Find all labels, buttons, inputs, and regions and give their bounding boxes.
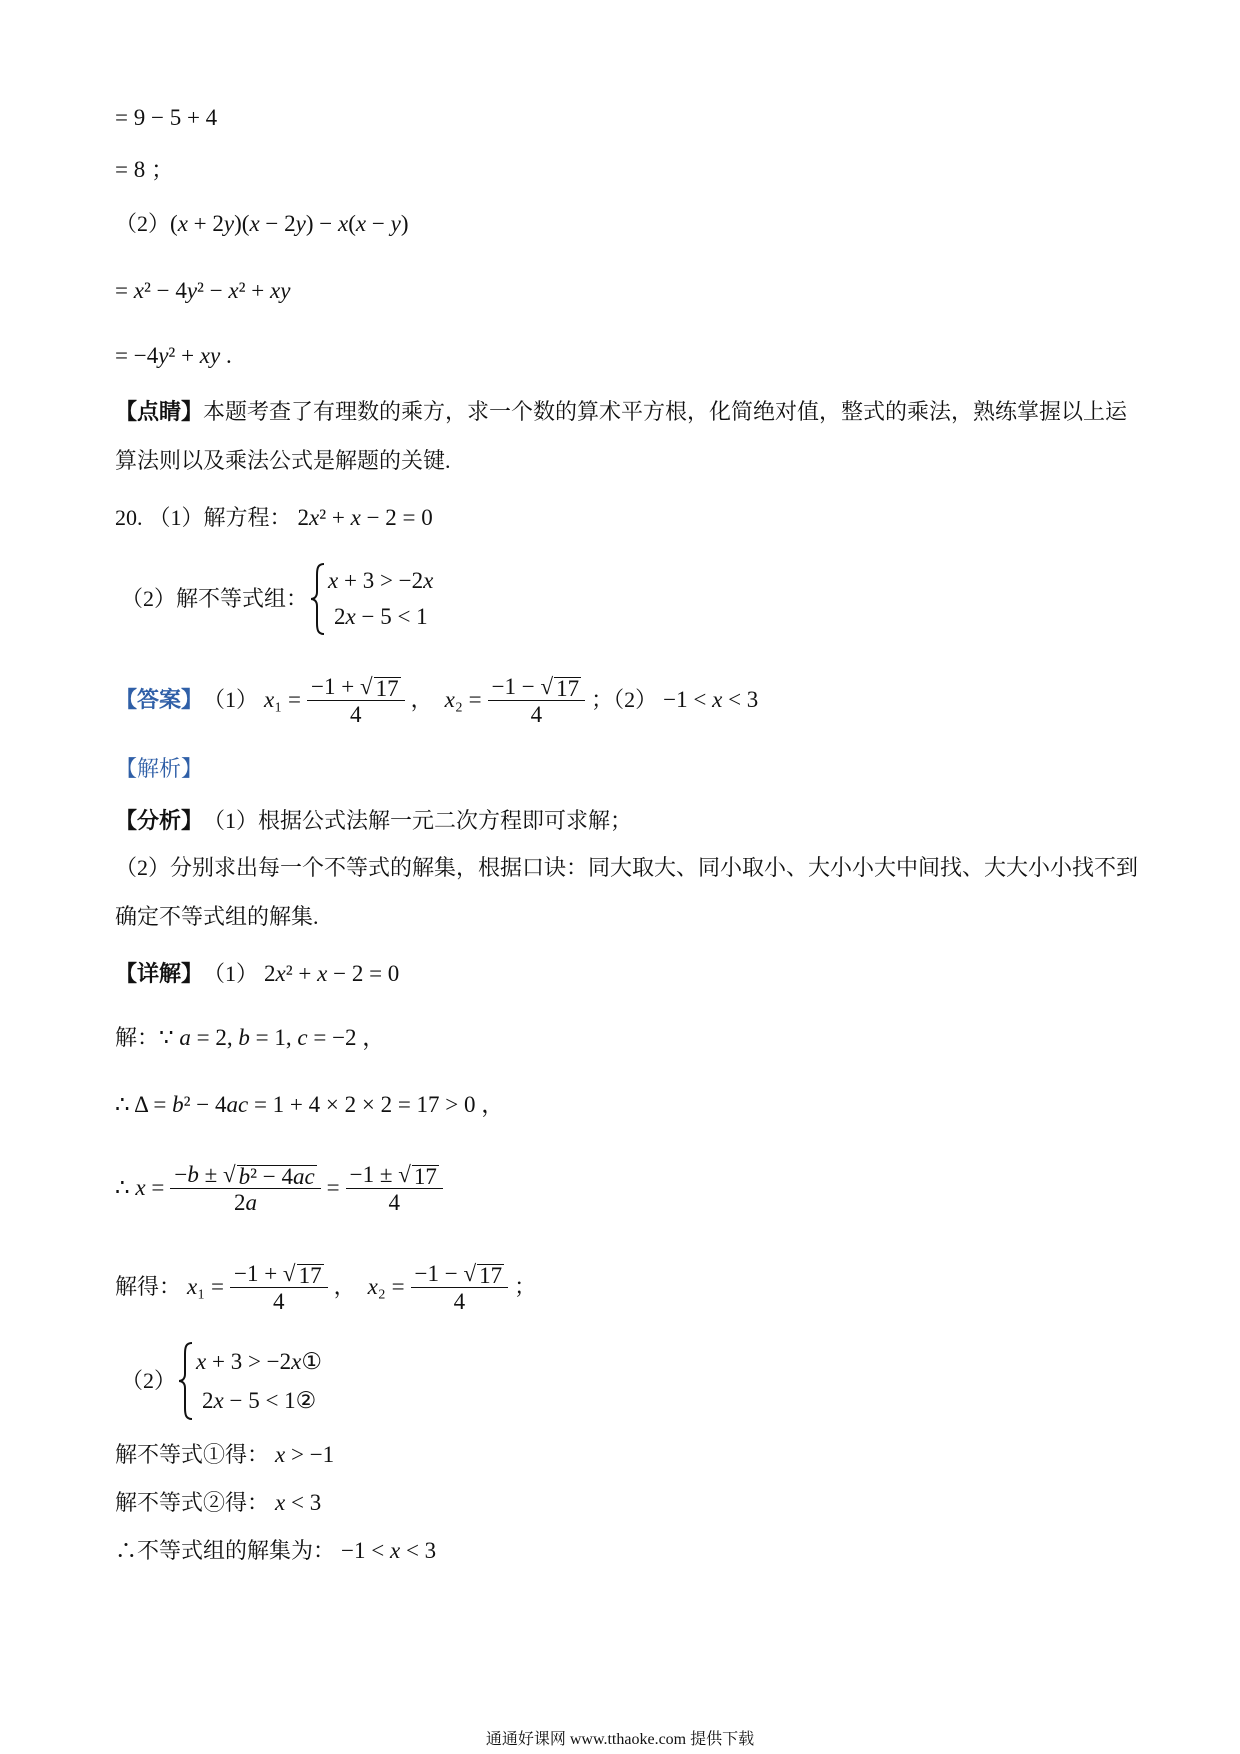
analysis-header-line bbox=[115, 754, 203, 784]
calc-step-2: = 8 ； bbox=[115, 157, 174, 182]
detail-x1-denominator: 4 bbox=[273, 1288, 285, 1314]
detail-ineq1-result: x > −1 bbox=[275, 1442, 335, 1467]
detail-formula-line bbox=[115, 1160, 449, 1216]
detail-x1-radicand: 17 bbox=[298, 1262, 322, 1288]
detail-ineq2-prefix: 解不等式②得： bbox=[115, 1490, 270, 1515]
detail-x1-lhs: x₁ = bbox=[187, 1274, 224, 1299]
detail-ineq1-prefix: 解不等式①得： bbox=[115, 1442, 270, 1467]
calc-step-1: = 9 − 5 + 4 bbox=[115, 105, 218, 130]
detail-roots-line bbox=[115, 1259, 536, 1315]
answer-part1-label: （1） bbox=[203, 687, 259, 712]
left-brace-icon bbox=[310, 563, 324, 635]
question-part2-prompt: （2）解不等式组： bbox=[121, 586, 309, 611]
detail-x2-radicand: 17 bbox=[479, 1262, 503, 1288]
detail-coef-prefix: 解： bbox=[115, 1025, 160, 1050]
quadratic-formula-fraction bbox=[170, 1161, 320, 1216]
part2-step-line-2 bbox=[115, 341, 232, 371]
answer-x2-numerator-prefix: −1 − √ bbox=[491, 673, 554, 699]
answer-x2-denominator: 4 bbox=[530, 701, 543, 727]
detail-x1-numerator bbox=[230, 1260, 328, 1288]
answer-part2-result: −1 < x < 3 bbox=[663, 687, 759, 712]
detail-coefficients-line bbox=[115, 1023, 385, 1053]
quadratic-formula-denominator: 2a bbox=[234, 1189, 257, 1215]
detail-part1-label: （1） bbox=[203, 961, 259, 986]
question-number: 20. bbox=[115, 505, 143, 530]
question-20-line bbox=[115, 503, 433, 533]
quadratic-formula-numerator-prefix: −b ± √ bbox=[174, 1161, 236, 1187]
detail-x2-numerator-prefix: −1 − √ bbox=[414, 1260, 477, 1286]
left-brace-icon bbox=[178, 1342, 192, 1420]
answer-x1-denominator: 4 bbox=[350, 701, 362, 727]
calc-step-line-2 bbox=[115, 155, 174, 185]
part2-expression-line bbox=[115, 209, 408, 239]
quadratic-formula-numerator bbox=[170, 1161, 320, 1189]
formula-value-numerator bbox=[346, 1161, 443, 1189]
answer-separator: ， bbox=[410, 687, 433, 712]
analysis-header: 【解析】 bbox=[115, 756, 204, 781]
detail-tag: 【详解】 bbox=[115, 961, 204, 986]
part2-step-2: = −4y² + xy . bbox=[115, 343, 232, 368]
page-footer: 通通好课网 www.tthaoke.com 提供下载 bbox=[485, 1731, 755, 1748]
detail-discriminant: ∴ Δ = b² − 4ac = 1 + 4 × 2 × 2 = 17 > 0 ， bbox=[115, 1092, 505, 1117]
part2-step-1: = x² − 4y² − x² + xy bbox=[115, 278, 291, 303]
answer-tag: 【答案】 bbox=[115, 687, 204, 712]
detail-system-line bbox=[121, 1342, 322, 1420]
review-line-2 bbox=[115, 446, 451, 476]
answer-x1-lhs: x₁ = bbox=[264, 687, 301, 712]
analysis-text-3: 确定不等式组的解集. bbox=[115, 904, 319, 929]
inequality-row-1: x + 3 > −2x bbox=[328, 568, 434, 593]
detail-roots-prefix: 解得： bbox=[115, 1274, 182, 1299]
part2-expression: (x + 2y)(x − 2y) − x(x − y) bbox=[170, 211, 409, 236]
analysis-line-2 bbox=[115, 853, 1138, 883]
part2-step-line-1 bbox=[115, 276, 290, 306]
answer-line bbox=[115, 672, 758, 728]
detail-discriminant-line bbox=[115, 1090, 504, 1120]
detail-x2-lhs: x₂ = bbox=[367, 1274, 405, 1299]
answer-x2-lhs: x₂ = bbox=[444, 687, 482, 712]
review-tag: 【点睛】 bbox=[115, 399, 204, 424]
answer-x2-radicand: 17 bbox=[556, 675, 580, 701]
detail-roots-separator: ， bbox=[333, 1274, 356, 1299]
formula-value-radicand: 17 bbox=[413, 1163, 437, 1189]
question-part1-prompt: （1）解方程： bbox=[148, 505, 292, 530]
answer-x1-numerator-prefix: −1 + √ bbox=[311, 673, 373, 699]
analysis-text-1: （1）根据公式法解一元二次方程即可求解； bbox=[203, 808, 633, 833]
detail-line-1 bbox=[115, 959, 399, 989]
detail-coefficients: ∵ a = 2, b = 1, c = −2 ， bbox=[159, 1025, 386, 1050]
question-part2-line bbox=[121, 563, 433, 635]
answer-x1-numerator bbox=[307, 673, 405, 701]
answer-x2-numerator bbox=[488, 673, 586, 701]
detail-formula-lhs: ∴ x = bbox=[115, 1175, 165, 1200]
answer-x1-fraction bbox=[307, 673, 405, 728]
detail-part2-label: （2） bbox=[121, 1368, 177, 1393]
detail-conclusion-prefix: ∴不等式组的解集为： bbox=[115, 1538, 336, 1563]
quadratic-formula-radicand: b² − 4ac bbox=[238, 1163, 315, 1189]
answer-part2-label: ；（2） bbox=[591, 687, 658, 712]
detail-x2-fraction bbox=[411, 1260, 509, 1315]
detail-x1-fraction bbox=[230, 1260, 328, 1315]
detail-x1-numerator-prefix: −1 + √ bbox=[233, 1260, 296, 1286]
formula-value-fraction bbox=[346, 1161, 443, 1216]
analysis-line-1 bbox=[115, 806, 632, 836]
analysis-text-2: （2）分别求出每一个不等式的解集，根据口诀：同大取大、同小取小、大小小大中间找、大大小小找不到 bbox=[115, 855, 1139, 880]
inequality-system bbox=[328, 563, 433, 635]
detail-conclusion-line bbox=[115, 1536, 436, 1566]
detail-formula-equals: = bbox=[326, 1175, 340, 1200]
part2-label: （2） bbox=[115, 211, 171, 236]
detail-roots-end: ； bbox=[514, 1274, 537, 1299]
analysis-tag: 【分析】 bbox=[115, 808, 204, 833]
detail-ineq2-line bbox=[115, 1488, 321, 1518]
detail-conclusion-result: −1 < x < 3 bbox=[341, 1538, 437, 1563]
calc-step-line-1 bbox=[115, 103, 217, 133]
formula-value-numerator-prefix: −1 ± √ bbox=[349, 1161, 411, 1187]
detail-x2-denominator: 4 bbox=[453, 1288, 466, 1314]
detail-x2-numerator bbox=[411, 1260, 509, 1288]
detail-inequality-row-1: x + 3 > −2x① bbox=[196, 1349, 322, 1374]
detail-equation: 2x² + x − 2 = 0 bbox=[264, 961, 400, 986]
question-part1-equation: 2x² + x − 2 = 0 bbox=[297, 505, 433, 530]
answer-x2-fraction bbox=[488, 673, 586, 728]
detail-ineq2-result: x < 3 bbox=[275, 1490, 322, 1515]
review-text-1: 本题考查了有理数的乘方，求一个数的算术平方根，化简绝对值，整式的乘法，熟练掌握以上运 bbox=[203, 399, 1128, 424]
answer-x1-radicand: 17 bbox=[375, 675, 399, 701]
detail-inequality-row-2: 2x − 5 < 1② bbox=[202, 1388, 317, 1413]
detail-ineq1-line bbox=[115, 1440, 334, 1470]
formula-value-denominator: 4 bbox=[388, 1189, 401, 1215]
detail-inequality-system bbox=[196, 1342, 322, 1420]
review-text-2: 算法则以及乘法公式是解题的关键. bbox=[115, 448, 451, 473]
inequality-row-2: 2x − 5 < 1 bbox=[334, 604, 428, 629]
review-line-1 bbox=[115, 397, 1127, 427]
analysis-line-3 bbox=[115, 902, 319, 932]
